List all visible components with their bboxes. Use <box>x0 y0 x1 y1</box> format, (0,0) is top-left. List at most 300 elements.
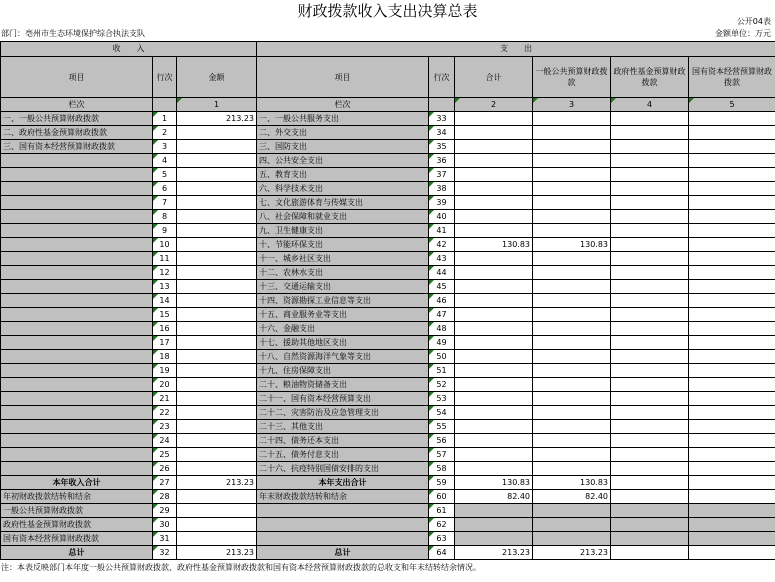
expense-fund <box>611 420 689 434</box>
expense-item: 十八、自然资源海洋气象等支出 <box>257 350 429 364</box>
income-line-header: 行次 <box>153 57 177 98</box>
expense-fund <box>611 196 689 210</box>
end-balance-label: 年末财政拨款结转和结余 <box>257 490 429 504</box>
expense-item: 十五、商业服务业等支出 <box>257 308 429 322</box>
expense-line-no: 54 <box>429 406 455 420</box>
expense-item: 二十三、其他支出 <box>257 420 429 434</box>
table-row <box>1 126 775 140</box>
income-line-no: 15 <box>153 308 177 322</box>
income-amount <box>177 280 257 294</box>
expense-soe <box>689 322 775 336</box>
expense-total-soe <box>689 476 775 490</box>
expense-fund <box>611 378 689 392</box>
summary-table <box>0 41 775 560</box>
section-header-row <box>1 42 775 57</box>
income-amount <box>177 266 257 280</box>
income-item <box>1 448 153 462</box>
expense-fund <box>611 154 689 168</box>
income-line-no: 26 <box>153 462 177 476</box>
expense-item: 五、教育支出 <box>257 168 429 182</box>
column-index-row <box>1 98 775 112</box>
expense-soe <box>689 308 775 322</box>
income-amount <box>177 294 257 308</box>
expense-general <box>533 154 611 168</box>
expense-total-header: 合计 <box>455 57 533 98</box>
department-line <box>1 28 145 39</box>
income-item <box>1 294 153 308</box>
expense-fund <box>611 350 689 364</box>
end-detail-total <box>455 518 533 532</box>
income-item-header: 项目 <box>1 57 153 98</box>
expense-general <box>533 448 611 462</box>
expense-line-no: 44 <box>429 266 455 280</box>
expense-total <box>455 448 533 462</box>
expense-grand-general: 213.23 <box>533 546 611 560</box>
expense-soe <box>689 336 775 350</box>
expense-line-no: 51 <box>429 364 455 378</box>
expense-fund <box>611 462 689 476</box>
income-line-no: 16 <box>153 322 177 336</box>
expense-fund <box>611 392 689 406</box>
expense-line-no: 34 <box>429 126 455 140</box>
unit-label: 金额单位：万元 <box>715 29 771 38</box>
expense-soe-header: 国有资本经营预算财政拨款 <box>689 57 775 98</box>
expense-general <box>533 224 611 238</box>
expense-fund <box>611 126 689 140</box>
table-row <box>1 224 775 238</box>
income-amount <box>177 308 257 322</box>
table-row <box>1 350 775 364</box>
income-item <box>1 392 153 406</box>
expense-total <box>455 350 533 364</box>
expense-line-no: 33 <box>429 112 455 126</box>
table-row <box>1 266 775 280</box>
expense-item: 二十一、国有资本经营预算支出 <box>257 392 429 406</box>
income-total-label: 本年收入合计 <box>1 476 153 490</box>
begin-detail-no: 30 <box>153 518 177 532</box>
expense-fund <box>611 210 689 224</box>
end-balance-no: 60 <box>429 490 455 504</box>
expense-fund <box>611 364 689 378</box>
expense-soe <box>689 406 775 420</box>
end-detail-item <box>257 518 429 532</box>
expense-general-header: 一般公共预算财政拨款 <box>533 57 611 98</box>
income-item <box>1 196 153 210</box>
income-line-no: 10 <box>153 238 177 252</box>
expense-line-no: 55 <box>429 420 455 434</box>
table-row <box>1 406 775 420</box>
expense-line-no: 38 <box>429 182 455 196</box>
expense-soe <box>689 112 775 126</box>
income-line-no: 13 <box>153 280 177 294</box>
end-detail-total <box>455 532 533 546</box>
expense-item: 二十五、债务付息支出 <box>257 448 429 462</box>
report-title: 财政拨款收入支出决算总表 <box>297 2 478 20</box>
expense-index-label: 栏次 <box>257 98 429 112</box>
expense-soe <box>689 154 775 168</box>
expense-general <box>533 336 611 350</box>
expense-fund <box>611 280 689 294</box>
end-detail-no: 61 <box>429 504 455 518</box>
income-grand-amount: 213.23 <box>177 546 257 560</box>
income-amount <box>177 406 257 420</box>
begin-detail-item: 一般公共预算财政拨款 <box>1 504 153 518</box>
income-item <box>1 154 153 168</box>
income-amount: 213.23 <box>177 112 257 126</box>
expense-total-no: 59 <box>429 476 455 490</box>
expense-fund <box>611 266 689 280</box>
expense-item: 十九、住房保障支出 <box>257 364 429 378</box>
begin-detail-item: 国有资本经营预算财政拨款 <box>1 532 153 546</box>
expense-item: 八、社会保障和就业支出 <box>257 210 429 224</box>
income-line-no: 8 <box>153 210 177 224</box>
income-item <box>1 364 153 378</box>
expense-general <box>533 140 611 154</box>
expense-total <box>455 196 533 210</box>
expense-item: 四、公共安全支出 <box>257 154 429 168</box>
expense-soe <box>689 224 775 238</box>
table-row <box>1 448 775 462</box>
expense-total <box>455 392 533 406</box>
income-line-no: 3 <box>153 140 177 154</box>
expense-soe <box>689 168 775 182</box>
expense-item: 二十六、抗疫特别国债安排的支出 <box>257 462 429 476</box>
income-amount <box>177 420 257 434</box>
expense-fund <box>611 140 689 154</box>
income-item <box>1 322 153 336</box>
income-item <box>1 420 153 434</box>
expense-total <box>455 420 533 434</box>
table-row <box>1 168 775 182</box>
begin-balance-no: 28 <box>153 490 177 504</box>
expense-fund <box>611 336 689 350</box>
expense-total <box>455 252 533 266</box>
income-item <box>1 462 153 476</box>
table-row <box>1 336 775 350</box>
table-row <box>1 392 775 406</box>
end-detail-fund <box>611 504 689 518</box>
income-item <box>1 280 153 294</box>
expense-total <box>455 140 533 154</box>
column-header-row <box>1 57 775 98</box>
income-total-no: 27 <box>153 476 177 490</box>
expense-general: 130.83 <box>533 238 611 252</box>
income-item: 一、一般公共预算财政拨款 <box>1 112 153 126</box>
expense-soe <box>689 392 775 406</box>
income-item <box>1 224 153 238</box>
col-num-3: 3 <box>533 98 611 112</box>
expense-general <box>533 210 611 224</box>
expense-fund <box>611 182 689 196</box>
income-grand-label: 总计 <box>1 546 153 560</box>
income-item <box>1 406 153 420</box>
table-row <box>1 308 775 322</box>
income-line-no: 22 <box>153 406 177 420</box>
income-line-no: 4 <box>153 154 177 168</box>
income-amount <box>177 126 257 140</box>
expense-soe <box>689 420 775 434</box>
end-detail-fund <box>611 518 689 532</box>
income-amount <box>177 168 257 182</box>
income-amount <box>177 448 257 462</box>
end-detail-general <box>533 532 611 546</box>
expense-grand-fund <box>611 546 689 560</box>
expense-grand-label: 总计 <box>257 546 429 560</box>
end-balance-fund <box>611 490 689 504</box>
expense-line-header: 行次 <box>429 57 455 98</box>
table-row <box>1 140 775 154</box>
income-amount <box>177 182 257 196</box>
income-amount <box>177 434 257 448</box>
expense-soe <box>689 196 775 210</box>
expense-item: 十、节能环保支出 <box>257 238 429 252</box>
income-amount <box>177 322 257 336</box>
expense-grand-soe <box>689 546 775 560</box>
expense-total <box>455 364 533 378</box>
expense-item: 二十四、债务还本支出 <box>257 434 429 448</box>
expense-general <box>533 294 611 308</box>
expense-soe <box>689 462 775 476</box>
income-item <box>1 434 153 448</box>
expense-total-label: 本年支出合计 <box>257 476 429 490</box>
begin-detail-amount <box>177 532 257 546</box>
income-item <box>1 378 153 392</box>
end-detail-total <box>455 504 533 518</box>
expense-line-no: 41 <box>429 224 455 238</box>
expense-soe <box>689 252 775 266</box>
income-amount <box>177 154 257 168</box>
income-item <box>1 168 153 182</box>
table-row <box>1 434 775 448</box>
expense-soe <box>689 378 775 392</box>
expense-total <box>455 224 533 238</box>
table-row <box>1 280 775 294</box>
expense-line-no: 39 <box>429 196 455 210</box>
expense-total-general: 130.83 <box>533 476 611 490</box>
expense-line-no: 46 <box>429 294 455 308</box>
expense-fund <box>611 406 689 420</box>
expense-general <box>533 168 611 182</box>
expense-fund <box>611 112 689 126</box>
expense-line-no: 58 <box>429 462 455 476</box>
expense-line-no: 40 <box>429 210 455 224</box>
income-item <box>1 308 153 322</box>
expense-item: 三、国防支出 <box>257 140 429 154</box>
end-detail-item <box>257 504 429 518</box>
expense-total <box>455 462 533 476</box>
income-line-no: 11 <box>153 252 177 266</box>
table-row <box>1 462 775 476</box>
income-amount <box>177 364 257 378</box>
income-amount <box>177 224 257 238</box>
expense-item: 九、卫生健康支出 <box>257 224 429 238</box>
income-section-header: 收 入 <box>1 42 257 57</box>
expense-general <box>533 182 611 196</box>
expense-fund <box>611 448 689 462</box>
income-amount <box>177 336 257 350</box>
income-item <box>1 210 153 224</box>
col-num-2: 2 <box>455 98 533 112</box>
income-amount <box>177 238 257 252</box>
expense-item: 十四、资源勘探工业信息等支出 <box>257 294 429 308</box>
income-amount <box>177 378 257 392</box>
income-amount <box>177 196 257 210</box>
expense-total <box>455 182 533 196</box>
expense-grand-total: 213.23 <box>455 546 533 560</box>
expense-general <box>533 350 611 364</box>
begin-detail-amount <box>177 518 257 532</box>
expense-line-no: 57 <box>429 448 455 462</box>
expense-soe <box>689 238 775 252</box>
table-row <box>1 420 775 434</box>
income-item: 三、国有资本经营预算财政拨款 <box>1 140 153 154</box>
end-detail-general <box>533 504 611 518</box>
income-line-no: 9 <box>153 224 177 238</box>
expense-fund <box>611 434 689 448</box>
expense-total <box>455 322 533 336</box>
table-row <box>1 294 775 308</box>
expense-general <box>533 196 611 210</box>
expense-general <box>533 308 611 322</box>
expense-total <box>455 154 533 168</box>
income-line-no: 5 <box>153 168 177 182</box>
expense-general <box>533 406 611 420</box>
expense-general <box>533 378 611 392</box>
expense-fund <box>611 322 689 336</box>
expense-fund <box>611 308 689 322</box>
table-row <box>1 322 775 336</box>
expense-item: 十三、交通运输支出 <box>257 280 429 294</box>
income-line-no: 12 <box>153 266 177 280</box>
expense-general <box>533 280 611 294</box>
expense-total: 130.83 <box>455 238 533 252</box>
expense-general <box>533 112 611 126</box>
expense-fund <box>611 238 689 252</box>
end-detail-no: 63 <box>429 532 455 546</box>
end-detail-fund <box>611 532 689 546</box>
income-grand-no: 32 <box>153 546 177 560</box>
income-index-label: 栏次 <box>1 98 153 112</box>
income-line-no: 6 <box>153 182 177 196</box>
expense-item: 二、外交支出 <box>257 126 429 140</box>
expense-line-no: 37 <box>429 168 455 182</box>
income-item <box>1 252 153 266</box>
income-line-no: 25 <box>153 448 177 462</box>
expense-line-no: 43 <box>429 252 455 266</box>
income-amount <box>177 392 257 406</box>
expense-total <box>455 210 533 224</box>
expense-line-no: 45 <box>429 280 455 294</box>
expense-general <box>533 420 611 434</box>
income-line-no: 18 <box>153 350 177 364</box>
income-item <box>1 238 153 252</box>
expense-line-no: 47 <box>429 308 455 322</box>
income-amount <box>177 210 257 224</box>
expense-total <box>455 126 533 140</box>
col-num-1: 1 <box>177 98 257 112</box>
expense-fund <box>611 168 689 182</box>
expense-general <box>533 434 611 448</box>
expense-line-no: 56 <box>429 434 455 448</box>
expense-fund <box>611 252 689 266</box>
expense-fund <box>611 294 689 308</box>
expense-soe <box>689 266 775 280</box>
expense-general <box>533 266 611 280</box>
income-line-no: 21 <box>153 392 177 406</box>
income-line-no: 24 <box>153 434 177 448</box>
expense-general <box>533 392 611 406</box>
income-line-no: 7 <box>153 196 177 210</box>
totals-row <box>1 476 775 490</box>
begin-detail-item: 政府性基金预算财政拨款 <box>1 518 153 532</box>
income-line-no: 14 <box>153 294 177 308</box>
expense-line-no: 35 <box>429 140 455 154</box>
income-total-amount: 213.23 <box>177 476 257 490</box>
end-detail-soe <box>689 532 775 546</box>
begin-detail-no: 29 <box>153 504 177 518</box>
expense-item: 十六、金融支出 <box>257 322 429 336</box>
expense-fund <box>611 224 689 238</box>
expense-general <box>533 126 611 140</box>
income-item: 二、政府性基金预算财政拨款 <box>1 126 153 140</box>
income-line-no: 1 <box>153 112 177 126</box>
income-line-no: 19 <box>153 364 177 378</box>
expense-soe <box>689 364 775 378</box>
expense-total <box>455 280 533 294</box>
expense-line-no: 36 <box>429 154 455 168</box>
income-item <box>1 266 153 280</box>
income-line-no: 23 <box>153 420 177 434</box>
table-row <box>1 364 775 378</box>
col-num-5: 5 <box>689 98 775 112</box>
income-item <box>1 336 153 350</box>
expense-item: 二十、粮油物资储备支出 <box>257 378 429 392</box>
carryover-detail-row <box>1 518 775 532</box>
expense-line-no: 49 <box>429 336 455 350</box>
expense-soe <box>689 280 775 294</box>
expense-line-no: 42 <box>429 238 455 252</box>
expense-item: 七、文化旅游体育与传媒支出 <box>257 196 429 210</box>
expense-grand-no: 64 <box>429 546 455 560</box>
income-line-no: 2 <box>153 126 177 140</box>
expense-item-header: 项目 <box>257 57 429 98</box>
expense-section-header: 支 出 <box>257 42 775 57</box>
begin-detail-no: 31 <box>153 532 177 546</box>
begin-detail-amount <box>177 504 257 518</box>
expense-item: 十二、农林水支出 <box>257 266 429 280</box>
end-balance-general: 82.40 <box>533 490 611 504</box>
col-num-4: 4 <box>611 98 689 112</box>
expense-total <box>455 378 533 392</box>
table-row <box>1 196 775 210</box>
expense-soe <box>689 182 775 196</box>
income-amount <box>177 140 257 154</box>
expense-general <box>533 322 611 336</box>
expense-total <box>455 308 533 322</box>
income-amount <box>177 252 257 266</box>
department-name: 亳州市生态环境保护综合执法支队 <box>25 29 145 38</box>
expense-general <box>533 462 611 476</box>
income-amount <box>177 462 257 476</box>
expense-total <box>455 112 533 126</box>
expense-line-no: 53 <box>429 392 455 406</box>
table-code: 公开04表 <box>736 17 771 26</box>
table-row <box>1 238 775 252</box>
end-detail-soe <box>689 504 775 518</box>
carryover-row <box>1 490 775 504</box>
income-line-no: 17 <box>153 336 177 350</box>
expense-total <box>455 406 533 420</box>
